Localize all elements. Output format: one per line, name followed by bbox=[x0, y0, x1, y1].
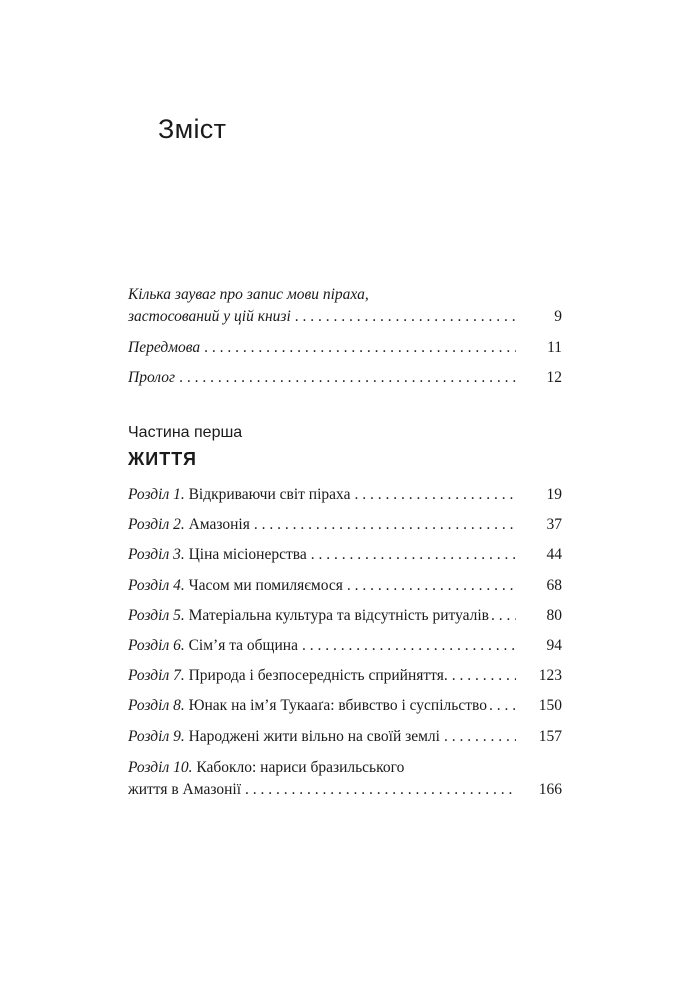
toc-entry-prologue[interactable] bbox=[128, 367, 562, 389]
toc-page-number: 44 bbox=[546, 546, 562, 563]
chapter-prefix: Розділ 9. bbox=[128, 728, 185, 745]
page-title: Зміст bbox=[158, 114, 227, 144]
chapter-prefix: Розділ 10. bbox=[128, 759, 193, 776]
toc-entry-text: Пролог bbox=[128, 369, 176, 386]
toc-entry-text: Передмова bbox=[128, 339, 201, 356]
chapter-title: Природа і безпосередність сприйняття. bbox=[188, 667, 448, 684]
chapter-prefix: Розділ 7. bbox=[128, 667, 185, 684]
toc-page-number: 68 bbox=[546, 577, 562, 594]
dot-leader bbox=[311, 544, 516, 566]
chapter-title: Часом ми помиляємося bbox=[188, 577, 343, 594]
toc-page-number: 166 bbox=[538, 781, 562, 798]
chapter-title-continued: життя в Амазонії bbox=[128, 781, 242, 798]
toc-entry-notes[interactable] bbox=[128, 284, 562, 328]
chapter-title: Народжені жити вільно на своїй землі bbox=[188, 728, 440, 745]
chapter-title: Амазонія bbox=[188, 516, 250, 533]
chapter-title: Матеріальна культура та відсутність ритуалів bbox=[188, 607, 489, 624]
toc-chapter-7[interactable] bbox=[128, 665, 562, 687]
toc-chapter-10[interactable] bbox=[128, 757, 562, 801]
part-title: ЖИТТЯ bbox=[128, 449, 197, 469]
toc-chapter-4[interactable] bbox=[128, 575, 562, 597]
chapter-prefix: Розділ 4. bbox=[128, 577, 185, 594]
toc-chapter-3[interactable] bbox=[128, 544, 562, 566]
toc-entry-foreword[interactable] bbox=[128, 337, 562, 359]
chapter-prefix: Розділ 8. bbox=[128, 697, 185, 714]
chapter-title: Відкриваючи світ піраха bbox=[188, 486, 351, 503]
toc-page-number: 9 bbox=[554, 308, 562, 325]
toc-chapter-2[interactable] bbox=[128, 514, 562, 536]
chapter-prefix: Розділ 6. bbox=[128, 637, 185, 654]
chapter-prefix: Розділ 2. bbox=[128, 516, 185, 533]
toc-entry-text: Кілька зауваг про запис мови піраха, bbox=[128, 286, 369, 303]
dot-leader bbox=[354, 484, 516, 506]
chapter-title: Юнак на ім’я Тукааґа: вбивство і суспільство bbox=[188, 697, 487, 714]
dot-leader bbox=[491, 605, 516, 627]
dot-leader bbox=[204, 337, 516, 359]
dot-leader bbox=[179, 367, 516, 389]
dot-leader bbox=[295, 306, 516, 328]
toc-page-number: 123 bbox=[538, 667, 562, 684]
toc-page-number: 157 bbox=[538, 728, 562, 745]
toc-page-number: 11 bbox=[547, 339, 562, 356]
dot-leader bbox=[302, 635, 516, 657]
toc-chapter-8[interactable] bbox=[128, 695, 562, 717]
part-label: Частина перша bbox=[128, 424, 243, 441]
toc-chapter-9[interactable] bbox=[128, 726, 562, 748]
toc-page-number: 19 bbox=[546, 486, 562, 503]
chapter-prefix: Розділ 3. bbox=[128, 546, 185, 563]
toc-entry-text: застосований у цій книзі bbox=[128, 308, 291, 325]
dot-leader bbox=[254, 514, 516, 536]
chapter-title: Ціна місіонерства bbox=[188, 546, 307, 563]
chapter-title: Кабокло: нариси бразильського bbox=[196, 759, 405, 776]
chapter-title: Сім’я та община bbox=[188, 637, 298, 654]
dot-leader bbox=[347, 575, 516, 597]
toc-page-number: 12 bbox=[546, 369, 562, 386]
toc-chapter-5[interactable] bbox=[128, 605, 562, 627]
toc-page-number: 150 bbox=[538, 697, 562, 714]
toc-chapter-1[interactable] bbox=[128, 484, 562, 506]
dot-leader bbox=[452, 665, 516, 687]
toc-page-number: 80 bbox=[546, 607, 562, 624]
toc-page-number: 94 bbox=[546, 637, 562, 654]
toc-page-number: 37 bbox=[546, 516, 562, 533]
chapter-prefix: Розділ 5. bbox=[128, 607, 185, 624]
dot-leader bbox=[444, 726, 516, 748]
chapter-prefix: Розділ 1. bbox=[128, 486, 185, 503]
toc-chapter-6[interactable] bbox=[128, 635, 562, 657]
dot-leader bbox=[489, 695, 516, 717]
dot-leader bbox=[245, 779, 516, 801]
